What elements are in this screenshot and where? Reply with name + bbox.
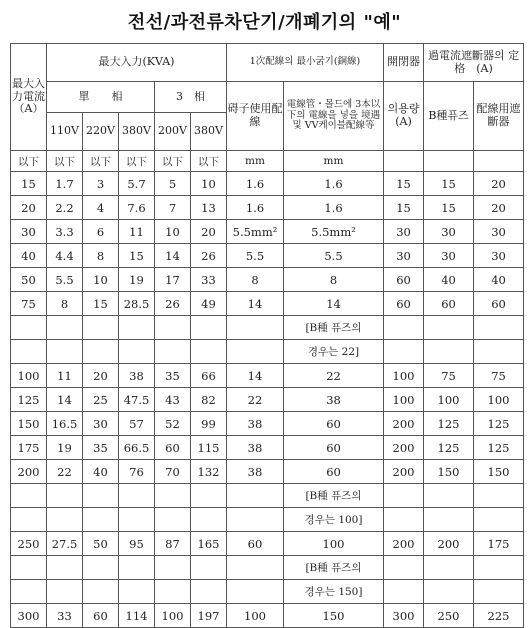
unit-cell: 以下 [11, 151, 47, 172]
table-cell: 15 [83, 292, 119, 316]
table-cell: 165 [191, 532, 227, 556]
table-cell: 250 [424, 604, 474, 628]
table-cell: 40 [83, 460, 119, 484]
table-cell: 25 [83, 388, 119, 412]
empty-cell [424, 484, 474, 508]
note-cell: 경우는 22] [284, 340, 384, 364]
table-cell: 1.6 [284, 172, 384, 196]
empty-cell [191, 316, 227, 340]
header-three-phase: 3 相 [155, 82, 227, 113]
note-cell: [B種 퓨즈의 [284, 316, 384, 340]
wire-breaker-table [10, 43, 524, 628]
table-cell: 75 [474, 364, 524, 388]
empty-cell [119, 508, 155, 532]
table-cell: 20 [11, 196, 47, 220]
table-row [11, 460, 524, 484]
table-cell: 75 [11, 292, 47, 316]
table-cell: 50 [11, 268, 47, 292]
table-cell: 150 [11, 412, 47, 436]
table-cell: 100 [155, 604, 191, 628]
table-cell: 5 [155, 172, 191, 196]
table-cell: 10 [155, 220, 191, 244]
table-cell: 1.6 [227, 172, 284, 196]
table-cell: 1.6 [284, 196, 384, 220]
table-cell: 35 [155, 364, 191, 388]
empty-cell [384, 316, 424, 340]
table-cell: 17 [155, 268, 191, 292]
table-cell: 200 [384, 460, 424, 484]
unit-cell: 以下 [47, 151, 83, 172]
empty-cell [227, 508, 284, 532]
page-title: 전선/과전류차단기/개폐기의 "예" [127, 12, 402, 33]
note-row [11, 556, 524, 580]
table-cell: 50 [83, 532, 119, 556]
empty-cell [47, 580, 83, 604]
table-cell: 43 [155, 388, 191, 412]
unit-cell [424, 151, 474, 172]
empty-cell [474, 556, 524, 580]
table-cell: 38 [284, 388, 384, 412]
note-row [11, 580, 524, 604]
table-cell: 66 [191, 364, 227, 388]
table-cell: 1.6 [227, 196, 284, 220]
header-terminal: 碍子使用配 線 [227, 82, 284, 151]
table-cell: 16.5 [47, 412, 83, 436]
empty-cell [155, 580, 191, 604]
empty-cell [191, 340, 227, 364]
table-cell: 1.7 [47, 172, 83, 196]
empty-cell [11, 508, 47, 532]
table-cell: 4.4 [47, 244, 83, 268]
table-cell: 200 [384, 412, 424, 436]
empty-cell [474, 580, 524, 604]
table-cell: 150 [284, 604, 384, 628]
table-cell: 38 [227, 436, 284, 460]
table-cell: 30 [424, 220, 474, 244]
table-cell: 11 [119, 220, 155, 244]
header-max-input: 最大入力(KVA) [47, 44, 227, 82]
table-row [11, 268, 524, 292]
empty-cell [83, 484, 119, 508]
table-cell: 6 [83, 220, 119, 244]
empty-cell [11, 580, 47, 604]
empty-cell [191, 484, 227, 508]
table-cell: 38 [227, 412, 284, 436]
empty-cell [83, 316, 119, 340]
table-cell: 125 [424, 436, 474, 460]
table-cell: 60 [83, 604, 119, 628]
table-cell: 225 [474, 604, 524, 628]
empty-cell [155, 340, 191, 364]
table-cell: 125 [424, 412, 474, 436]
empty-cell [11, 556, 47, 580]
header-380v: 380V [119, 113, 155, 151]
table-cell: 22 [227, 388, 284, 412]
empty-cell [424, 580, 474, 604]
empty-cell [47, 508, 83, 532]
table-cell: 26 [155, 292, 191, 316]
table-cell: 22 [284, 364, 384, 388]
empty-cell [227, 340, 284, 364]
table-cell: 150 [424, 460, 474, 484]
table-cell: 47.5 [119, 388, 155, 412]
header-wiring-breaker: 配線用遮斷器 [474, 82, 524, 151]
table-cell: 5.7 [119, 172, 155, 196]
empty-cell [384, 484, 424, 508]
table-cell: 27.5 [47, 532, 83, 556]
table-cell: 7.6 [119, 196, 155, 220]
table-cell: 75 [424, 364, 474, 388]
table-cell: 197 [191, 604, 227, 628]
table-cell: 60 [155, 436, 191, 460]
empty-cell [11, 340, 47, 364]
table-cell: 11 [47, 364, 83, 388]
table-cell: 8 [47, 292, 83, 316]
table-cell: 60 [284, 436, 384, 460]
empty-cell [83, 580, 119, 604]
table-cell: 60 [284, 460, 384, 484]
unit-cell: mm [284, 151, 384, 172]
table-cell: 95 [119, 532, 155, 556]
table-cell: 100 [384, 364, 424, 388]
note-row [11, 484, 524, 508]
table-cell: 200 [384, 532, 424, 556]
table-cell: 60 [284, 412, 384, 436]
table-cell: 14 [227, 292, 284, 316]
table-cell: 40 [474, 268, 524, 292]
empty-cell [155, 556, 191, 580]
table-cell: 175 [11, 436, 47, 460]
empty-cell [424, 556, 474, 580]
header-allow-current: 의용량(A) [384, 82, 424, 151]
table-cell: 300 [11, 604, 47, 628]
note-cell: 경우는 150] [284, 580, 384, 604]
note-cell: [B種 퓨즈의 [284, 484, 384, 508]
table-cell: 82 [191, 388, 227, 412]
table-cell: 150 [474, 460, 524, 484]
table-row [11, 604, 524, 628]
table-cell: 30 [11, 220, 47, 244]
table-row [11, 292, 524, 316]
table-cell: 52 [155, 412, 191, 436]
table-cell: 15 [384, 172, 424, 196]
empty-cell [227, 580, 284, 604]
table-cell: 22 [47, 460, 83, 484]
table-cell: 26 [191, 244, 227, 268]
table-cell: 57 [119, 412, 155, 436]
unit-cell: mm [227, 151, 284, 172]
empty-cell [47, 484, 83, 508]
table-cell: 60 [227, 532, 284, 556]
empty-cell [155, 484, 191, 508]
empty-cell [424, 316, 474, 340]
table-row [11, 244, 524, 268]
table-cell: 15 [11, 172, 47, 196]
table-cell: 3.3 [47, 220, 83, 244]
table-cell: 8 [284, 268, 384, 292]
header-conduit: 電線管・몰드에 3本以下의 電線을 넣을 境遇 및 VV케이블配線等 [284, 82, 384, 151]
empty-cell [384, 508, 424, 532]
table-cell: 5.5mm² [227, 220, 284, 244]
table-cell: 115 [191, 436, 227, 460]
empty-cell [47, 556, 83, 580]
table-cell: 60 [384, 268, 424, 292]
table-cell: 100 [384, 388, 424, 412]
unit-cell: 以下 [119, 151, 155, 172]
table-cell: 30 [424, 244, 474, 268]
table-cell: 87 [155, 532, 191, 556]
table-cell: 200 [384, 436, 424, 460]
note-cell: 경우는 100] [284, 508, 384, 532]
note-row [11, 508, 524, 532]
table-row [11, 364, 524, 388]
table-cell: 175 [474, 532, 524, 556]
empty-cell [119, 556, 155, 580]
table-cell: 114 [119, 604, 155, 628]
table-cell: 300 [384, 604, 424, 628]
table-cell: 33 [47, 604, 83, 628]
empty-cell [474, 340, 524, 364]
empty-cell [191, 508, 227, 532]
table-cell: 100 [474, 388, 524, 412]
empty-cell [474, 508, 524, 532]
table-cell: 19 [119, 268, 155, 292]
header-current: 最大入力電流（A） [11, 44, 47, 151]
table-cell: 125 [474, 436, 524, 460]
empty-cell [155, 508, 191, 532]
table-row [11, 388, 524, 412]
table-cell: 30 [384, 244, 424, 268]
table-cell: 125 [11, 388, 47, 412]
empty-cell [47, 340, 83, 364]
table-cell: 60 [424, 292, 474, 316]
header-breaker: 過電流遮斷器의 定格 (A) [424, 44, 524, 82]
note-cell: [B種 퓨즈의 [284, 556, 384, 580]
table-cell: 5.5mm² [284, 220, 384, 244]
table-cell: 8 [227, 268, 284, 292]
table-row [11, 436, 524, 460]
empty-cell [47, 316, 83, 340]
table-cell: 33 [191, 268, 227, 292]
table-cell: 100 [284, 532, 384, 556]
table-cell: 14 [284, 292, 384, 316]
table-cell: 30 [474, 244, 524, 268]
header-200v: 200V [155, 113, 191, 151]
table-row [11, 412, 524, 436]
table-cell: 200 [424, 532, 474, 556]
header-fuse-b: B種퓨즈 [424, 82, 474, 151]
empty-cell [119, 340, 155, 364]
table-cell: 60 [384, 292, 424, 316]
table-cell: 125 [474, 412, 524, 436]
note-row [11, 340, 524, 364]
table-cell: 70 [155, 460, 191, 484]
note-row [11, 316, 524, 340]
table-cell: 30 [83, 412, 119, 436]
empty-cell [83, 508, 119, 532]
table-row [11, 196, 524, 220]
empty-cell [384, 340, 424, 364]
empty-cell [474, 316, 524, 340]
table-cell: 250 [11, 532, 47, 556]
empty-cell [424, 508, 474, 532]
table-cell: 100 [11, 364, 47, 388]
empty-cell [191, 556, 227, 580]
units-row [11, 151, 524, 172]
table-cell: 13 [191, 196, 227, 220]
table-cell: 35 [83, 436, 119, 460]
table-cell: 8 [83, 244, 119, 268]
table-cell: 20 [191, 220, 227, 244]
empty-cell [119, 580, 155, 604]
table-cell: 38 [227, 460, 284, 484]
table-row [11, 172, 524, 196]
table-cell: 30 [384, 220, 424, 244]
table-cell: 15 [119, 244, 155, 268]
empty-cell [227, 316, 284, 340]
table-row [11, 220, 524, 244]
table-cell: 19 [47, 436, 83, 460]
table-cell: 38 [119, 364, 155, 388]
table-cell: 7 [155, 196, 191, 220]
table-cell: 20 [83, 364, 119, 388]
empty-cell [119, 484, 155, 508]
table-cell: 30 [474, 220, 524, 244]
table-cell: 20 [474, 196, 524, 220]
table-cell: 40 [11, 244, 47, 268]
table-cell: 10 [191, 172, 227, 196]
table-cell: 14 [155, 244, 191, 268]
table-cell: 10 [83, 268, 119, 292]
empty-cell [474, 484, 524, 508]
empty-cell [384, 556, 424, 580]
unit-cell [384, 151, 424, 172]
table-cell: 5.5 [284, 244, 384, 268]
empty-cell [227, 484, 284, 508]
table-cell: 76 [119, 460, 155, 484]
header-110v: 110V [47, 113, 83, 151]
unit-cell [474, 151, 524, 172]
table-cell: 2.2 [47, 196, 83, 220]
empty-cell [83, 556, 119, 580]
empty-cell [119, 316, 155, 340]
table-cell: 99 [191, 412, 227, 436]
table-cell: 20 [474, 172, 524, 196]
header-220v: 220V [83, 113, 119, 151]
table-cell: 15 [384, 196, 424, 220]
empty-cell [155, 316, 191, 340]
table-cell: 132 [191, 460, 227, 484]
header-single-phase: 單 相 [47, 82, 155, 113]
header-380v-3ph: 380V [191, 113, 227, 151]
unit-cell: 以下 [155, 151, 191, 172]
header-switch: 開閉器 [384, 44, 424, 82]
empty-cell [191, 580, 227, 604]
table-cell: 100 [424, 388, 474, 412]
table-cell: 15 [424, 196, 474, 220]
table-cell: 100 [227, 604, 284, 628]
table-row [11, 532, 524, 556]
table-cell: 28.5 [119, 292, 155, 316]
table-cell: 15 [424, 172, 474, 196]
table-cell: 4 [83, 196, 119, 220]
empty-cell [384, 580, 424, 604]
table-cell: 14 [47, 388, 83, 412]
unit-cell: 以下 [191, 151, 227, 172]
header-wire-size: 1次配線의 最小굵기(銅線) [227, 44, 384, 82]
table-cell: 5.5 [227, 244, 284, 268]
empty-cell [83, 340, 119, 364]
table-cell: 3 [83, 172, 119, 196]
table-cell: 5.5 [47, 268, 83, 292]
empty-cell [424, 340, 474, 364]
unit-cell: 以下 [83, 151, 119, 172]
table-cell: 14 [227, 364, 284, 388]
table-cell: 200 [11, 460, 47, 484]
empty-cell [11, 316, 47, 340]
empty-cell [227, 556, 284, 580]
table-cell: 60 [474, 292, 524, 316]
table-cell: 66.5 [119, 436, 155, 460]
table-cell: 49 [191, 292, 227, 316]
table-cell: 40 [424, 268, 474, 292]
empty-cell [11, 484, 47, 508]
